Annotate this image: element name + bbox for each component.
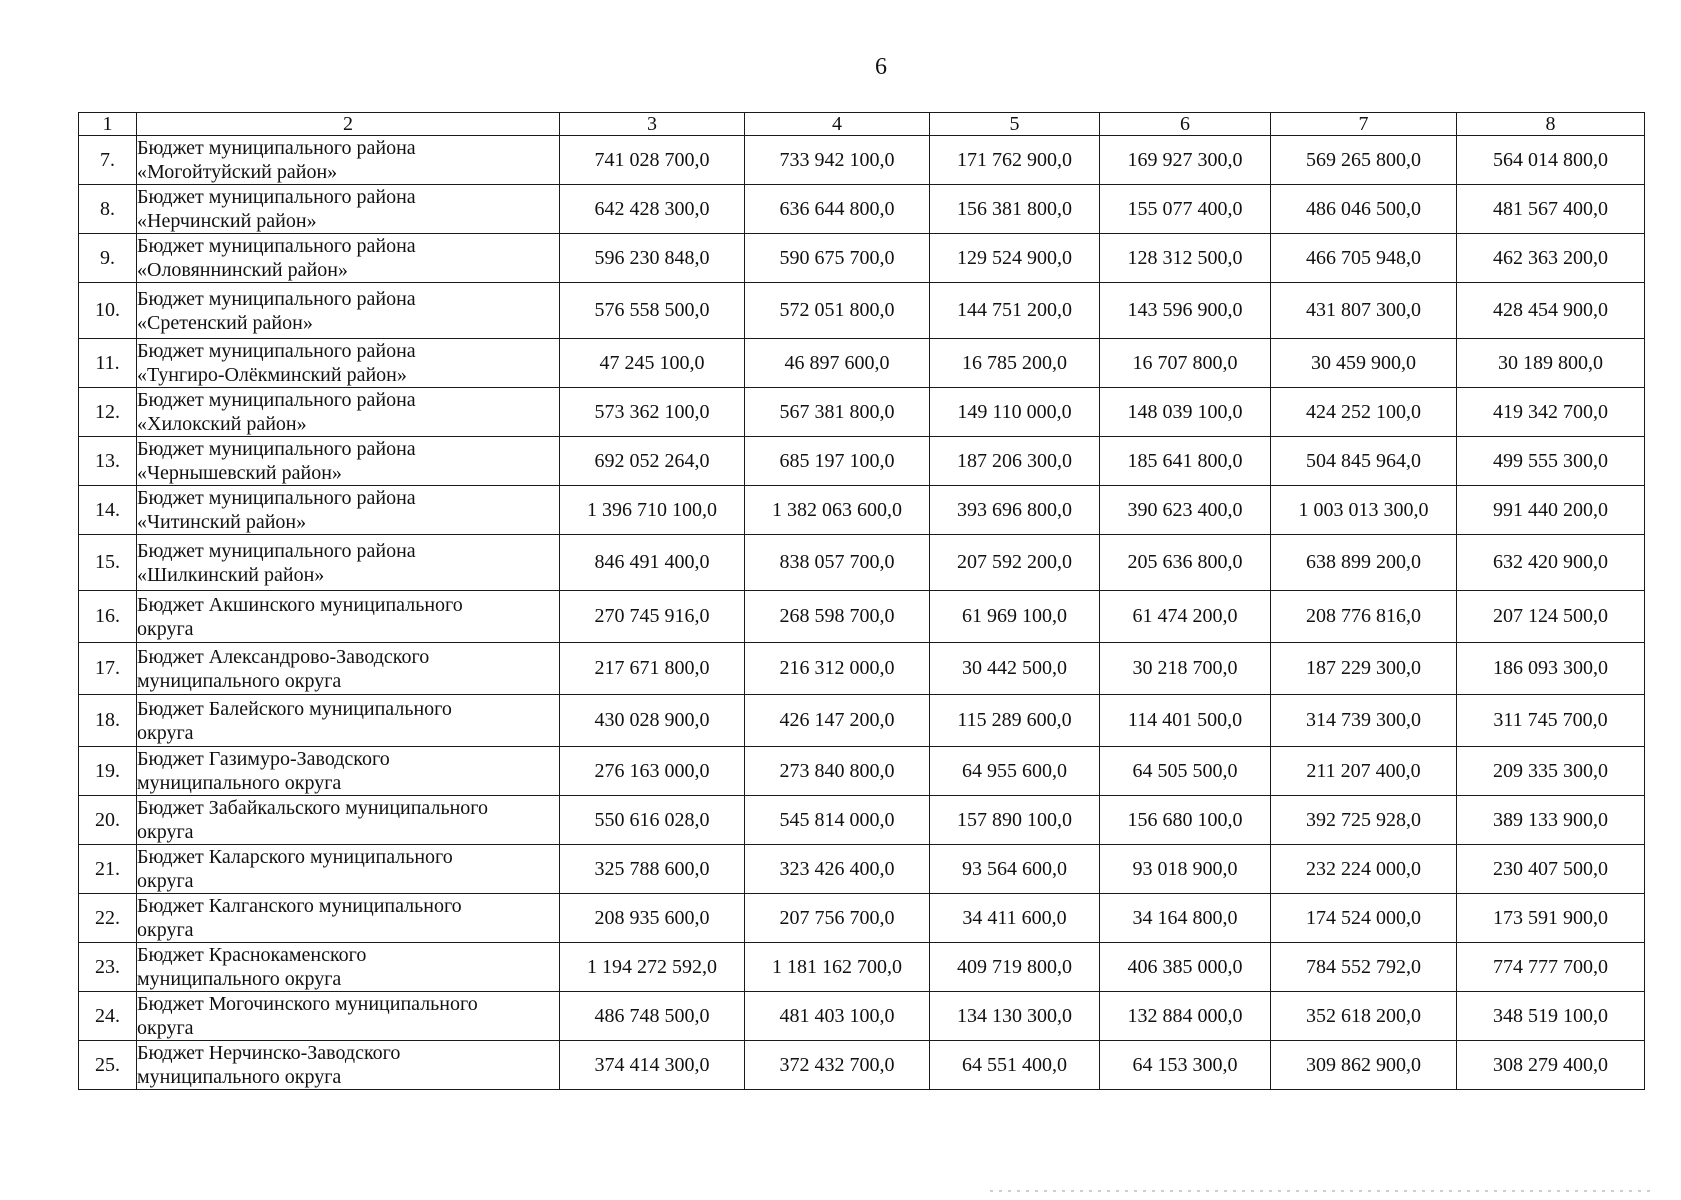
table-row [79,845,1645,894]
value-col-7: 314 739 300,0 [1271,695,1457,747]
value-col-7: 638 899 200,0 [1271,535,1457,591]
budget-name-line: «Шилкинский район» [137,563,325,586]
value-col-4: 46 897 600,0 [745,339,930,388]
value-col-6: 16 707 800,0 [1100,339,1271,388]
budget-name-line: Бюджет муниципального района [137,539,416,562]
value-col-7: 232 224 000,0 [1271,845,1457,894]
budget-name-line: Бюджет Газимуро-Заводского [137,748,390,770]
value-col-7: 211 207 400,0 [1271,747,1457,796]
value-col-3: 1 194 272 592,0 [560,943,745,992]
budget-name [137,695,560,747]
value-col-4: 590 675 700,0 [745,234,930,283]
row-number: 19. [79,747,137,796]
value-col-6: 64 505 500,0 [1100,747,1271,796]
header-col-3: 3 [560,113,745,136]
value-col-3: 576 558 500,0 [560,283,745,339]
value-col-6: 34 164 800,0 [1100,894,1271,943]
value-col-5: 393 696 800,0 [930,486,1100,535]
value-col-6: 143 596 900,0 [1100,283,1271,339]
value-col-8: 632 420 900,0 [1457,535,1645,591]
value-col-3: 217 671 800,0 [560,643,745,695]
row-number: 10. [79,283,137,339]
value-col-3: 1 396 710 100,0 [560,486,745,535]
budget-name-line: Бюджет Краснокаменского [137,944,367,966]
budget-name [137,747,560,796]
value-col-3: 270 745 916,0 [560,591,745,643]
table-row [79,591,1645,643]
budget-name-line: «Оловяннинский район» [137,259,348,281]
value-col-3: 430 028 900,0 [560,695,745,747]
budget-name [137,234,560,283]
value-col-6: 114 401 500,0 [1100,695,1271,747]
value-col-7: 784 552 792,0 [1271,943,1457,992]
row-number: 13. [79,437,137,486]
row-number: 17. [79,643,137,695]
budget-name [137,388,560,437]
value-col-6: 169 927 300,0 [1100,136,1271,185]
value-col-8: 481 567 400,0 [1457,185,1645,234]
scan-artifact-line [990,1190,1650,1192]
value-col-7: 431 807 300,0 [1271,283,1457,339]
budget-name-line: Бюджет Каларского муниципального [137,846,453,868]
value-col-4: 838 057 700,0 [745,535,930,591]
value-col-5: 207 592 200,0 [930,535,1100,591]
budget-name [137,535,560,591]
value-col-7: 392 725 928,0 [1271,796,1457,845]
value-col-8: 499 555 300,0 [1457,437,1645,486]
value-col-8: 991 440 200,0 [1457,486,1645,535]
value-col-7: 174 524 000,0 [1271,894,1457,943]
budget-name-line: муниципального округа [137,1066,342,1088]
budget-name-line: округа [137,1017,194,1039]
value-col-8: 207 124 500,0 [1457,591,1645,643]
budget-name-line: Бюджет Могочинского муниципального [137,993,478,1015]
value-col-3: 692 052 264,0 [560,437,745,486]
value-col-5: 93 564 600,0 [930,845,1100,894]
budget-name-line: Бюджет муниципального района [137,487,416,509]
value-col-7: 1 003 013 300,0 [1271,486,1457,535]
row-number: 24. [79,992,137,1041]
table-row [79,535,1645,591]
header-col-5: 5 [930,113,1100,136]
budget-name-line: муниципального округа [137,772,342,794]
budget-name [137,486,560,535]
budget-table [78,112,1645,1090]
value-col-5: 149 110 000,0 [930,388,1100,437]
value-col-3: 276 163 000,0 [560,747,745,796]
value-col-8: 462 363 200,0 [1457,234,1645,283]
table-row [79,136,1645,185]
value-col-7: 30 459 900,0 [1271,339,1457,388]
budget-name-line: Бюджет муниципального района [137,438,416,460]
budget-name-line: «Могойтуйский район» [137,161,338,183]
row-number: 21. [79,845,137,894]
value-col-7: 208 776 816,0 [1271,591,1457,643]
value-col-7: 352 618 200,0 [1271,992,1457,1041]
value-col-4: 323 426 400,0 [745,845,930,894]
value-col-4: 273 840 800,0 [745,747,930,796]
value-col-4: 268 598 700,0 [745,591,930,643]
value-col-5: 30 442 500,0 [930,643,1100,695]
value-col-8: 30 189 800,0 [1457,339,1645,388]
value-col-8: 173 591 900,0 [1457,894,1645,943]
value-col-3: 486 748 500,0 [560,992,745,1041]
value-col-6: 30 218 700,0 [1100,643,1271,695]
value-col-7: 466 705 948,0 [1271,234,1457,283]
row-number: 25. [79,1041,137,1090]
value-col-7: 486 046 500,0 [1271,185,1457,234]
value-col-6: 132 884 000,0 [1100,992,1271,1041]
value-col-4: 545 814 000,0 [745,796,930,845]
value-col-4: 733 942 100,0 [745,136,930,185]
value-col-6: 205 636 800,0 [1100,535,1271,591]
budget-name [137,943,560,992]
value-col-4: 207 756 700,0 [745,894,930,943]
value-col-5: 156 381 800,0 [930,185,1100,234]
value-col-5: 16 785 200,0 [930,339,1100,388]
value-col-8: 419 342 700,0 [1457,388,1645,437]
value-col-6: 93 018 900,0 [1100,845,1271,894]
value-col-8: 230 407 500,0 [1457,845,1645,894]
value-col-4: 372 432 700,0 [745,1041,930,1090]
value-col-3: 47 245 100,0 [560,339,745,388]
row-number: 8. [79,185,137,234]
budget-name [137,845,560,894]
table-row [79,992,1645,1041]
value-col-3: 642 428 300,0 [560,185,745,234]
table-row [79,185,1645,234]
value-col-7: 187 229 300,0 [1271,643,1457,695]
value-col-3: 741 028 700,0 [560,136,745,185]
page-number: 6 [875,54,887,80]
budget-name-line: Бюджет Балейского муниципального [137,697,452,720]
budget-name-line: Бюджет муниципального района [137,287,416,310]
value-col-5: 171 762 900,0 [930,136,1100,185]
budget-name [137,894,560,943]
row-number: 18. [79,695,137,747]
value-col-8: 774 777 700,0 [1457,943,1645,992]
budget-name-line: Бюджет муниципального района [137,186,416,208]
budget-name-line: округа [137,919,194,941]
budget-name-line: «Тунгиро-Олёкминский район» [137,364,407,386]
row-number: 12. [79,388,137,437]
value-col-5: 144 751 200,0 [930,283,1100,339]
table-row [79,486,1645,535]
budget-name-line: Бюджет Забайкальского муниципального [137,797,488,819]
value-col-7: 504 845 964,0 [1271,437,1457,486]
value-col-4: 481 403 100,0 [745,992,930,1041]
value-col-5: 409 719 800,0 [930,943,1100,992]
header-col-1: 1 [79,113,137,136]
value-col-6: 185 641 800,0 [1100,437,1271,486]
value-col-8: 564 014 800,0 [1457,136,1645,185]
budget-name [137,796,560,845]
budget-name [137,1041,560,1090]
value-col-8: 389 133 900,0 [1457,796,1645,845]
value-col-8: 308 279 400,0 [1457,1041,1645,1090]
value-col-5: 187 206 300,0 [930,437,1100,486]
budget-name [137,185,560,234]
table-row [79,1041,1645,1090]
row-number: 14. [79,486,137,535]
value-col-3: 573 362 100,0 [560,388,745,437]
value-col-3: 596 230 848,0 [560,234,745,283]
value-col-6: 390 623 400,0 [1100,486,1271,535]
budget-name [137,339,560,388]
row-number: 9. [79,234,137,283]
budget-name-line: округа [137,721,194,744]
budget-name-line: муниципального округа [137,968,342,990]
row-number: 15. [79,535,137,591]
value-col-5: 129 524 900,0 [930,234,1100,283]
header-col-7: 7 [1271,113,1457,136]
budget-name-line: Бюджет муниципального района [137,389,416,411]
budget-name-line: Бюджет Калганского муниципального [137,895,462,917]
value-col-5: 34 411 600,0 [930,894,1100,943]
table-row [79,796,1645,845]
value-col-6: 156 680 100,0 [1100,796,1271,845]
table-row [79,747,1645,796]
budget-name-line: «Чернышевский район» [137,462,342,484]
value-col-6: 155 077 400,0 [1100,185,1271,234]
header-col-4: 4 [745,113,930,136]
budget-name-line: Бюджет муниципального района [137,235,416,257]
row-number: 22. [79,894,137,943]
value-col-4: 216 312 000,0 [745,643,930,695]
budget-name-line: Бюджет муниципального района [137,137,416,159]
value-col-4: 1 181 162 700,0 [745,943,930,992]
header-col-2: 2 [137,113,560,136]
value-col-3: 208 935 600,0 [560,894,745,943]
value-col-4: 567 381 800,0 [745,388,930,437]
value-col-5: 157 890 100,0 [930,796,1100,845]
value-col-3: 550 616 028,0 [560,796,745,845]
budget-name-line: Бюджет муниципального района [137,340,416,362]
value-col-6: 64 153 300,0 [1100,1041,1271,1090]
budget-name-line: «Нерчинский район» [137,210,317,232]
budget-name-line: Бюджет Акшинского муниципального [137,593,463,616]
budget-name-line: Бюджет Нерчинско-Заводского [137,1042,401,1064]
row-number: 16. [79,591,137,643]
budget-name-line: муниципального округа [137,669,342,692]
budget-name [137,136,560,185]
value-col-5: 115 289 600,0 [930,695,1100,747]
budget-name [137,437,560,486]
value-col-6: 128 312 500,0 [1100,234,1271,283]
table-body [79,136,1645,1090]
value-col-3: 325 788 600,0 [560,845,745,894]
table-row [79,388,1645,437]
table-row [79,894,1645,943]
value-col-5: 61 969 100,0 [930,591,1100,643]
header-col-8: 8 [1457,113,1645,136]
value-col-8: 348 519 100,0 [1457,992,1645,1041]
budget-name [137,643,560,695]
value-col-4: 1 382 063 600,0 [745,486,930,535]
budget-name-line: округа [137,870,194,892]
budget-name [137,992,560,1041]
value-col-6: 148 039 100,0 [1100,388,1271,437]
value-col-7: 569 265 800,0 [1271,136,1457,185]
budget-name [137,591,560,643]
table-row [79,234,1645,283]
value-col-4: 685 197 100,0 [745,437,930,486]
value-col-8: 428 454 900,0 [1457,283,1645,339]
value-col-7: 424 252 100,0 [1271,388,1457,437]
value-col-4: 426 147 200,0 [745,695,930,747]
header-row [79,113,1645,136]
row-number: 11. [79,339,137,388]
header-col-6: 6 [1100,113,1271,136]
value-col-7: 309 862 900,0 [1271,1041,1457,1090]
value-col-6: 406 385 000,0 [1100,943,1271,992]
table-row [79,695,1645,747]
value-col-5: 134 130 300,0 [930,992,1100,1041]
budget-name-line: «Хилокский район» [137,413,307,435]
row-number: 7. [79,136,137,185]
row-number: 23. [79,943,137,992]
table-row [79,283,1645,339]
budget-name-line: округа [137,821,194,843]
table-header [79,113,1645,136]
table-row [79,643,1645,695]
value-col-8: 209 335 300,0 [1457,747,1645,796]
value-col-8: 311 745 700,0 [1457,695,1645,747]
budget-name-line: Бюджет Александрово-Заводского [137,645,430,668]
table-row [79,437,1645,486]
value-col-5: 64 551 400,0 [930,1041,1100,1090]
row-number: 20. [79,796,137,845]
value-col-4: 572 051 800,0 [745,283,930,339]
value-col-3: 374 414 300,0 [560,1041,745,1090]
value-col-8: 186 093 300,0 [1457,643,1645,695]
value-col-5: 64 955 600,0 [930,747,1100,796]
value-col-4: 636 644 800,0 [745,185,930,234]
value-col-3: 846 491 400,0 [560,535,745,591]
budget-name-line: «Сретенский район» [137,311,313,334]
budget-name-line: округа [137,617,194,640]
value-col-6: 61 474 200,0 [1100,591,1271,643]
table-row [79,943,1645,992]
budget-name [137,283,560,339]
budget-name-line: «Читинский район» [137,511,307,533]
table-row [79,339,1645,388]
